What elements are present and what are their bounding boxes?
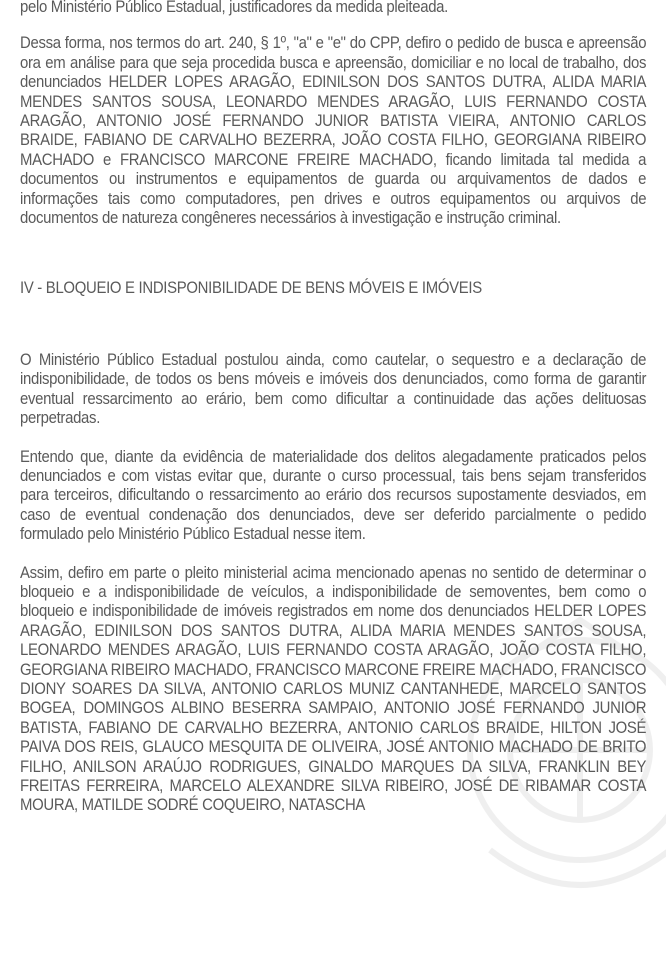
section-heading	[20, 278, 646, 297]
paragraph-text: O Ministério Público Estadual postulou ainda, como cautelar, o sequestro e a declaração de indisponibilidade, de todos os bens móveis e imóveis dos denunciados, como forma de garantir eventual ressarcimento ao erário, bem como dificultar a continuidade das ações delituosas perpetradas.	[20, 349, 647, 428]
paragraph-intro-tail	[20, 0, 646, 16]
paragraph-search-seizure	[20, 33, 646, 227]
paragraph-decision	[20, 563, 646, 815]
section-heading-text: IV - BLOQUEIO E INDISPONIBILIDADE DE BENS MÓVEIS E IMÓVEIS	[20, 278, 482, 298]
paragraph-text: Entendo que, diante da evidência de materialidade dos delitos alegadamente praticados pelos denunciados e com vistas evitar que, durante o curso processual, tais bens sejam transferidos para terceiros, dificultando o ressarcimento ao erário dos recursos supostamente desviados, em caso de eventual condenação dos denunciados, deve ser deferido parcialmente o pedido formulado pelo Ministério Público Estadual nesse item.	[20, 446, 647, 544]
paragraph-text: pelo Ministério Público Estadual, justificadores da medida pleiteada.	[20, 0, 449, 16]
paragraph-text: Dessa forma, nos termos do art. 240, § 1º, "a" e "e" do CPP, defiro o pedido de busca e apreensão ora em análise para que seja procedida busca e apreensão, domiciliar e no local de trabalho, dos denunciados HELDER LOPES ARAGÃO, EDINILSON DOS SANTOS DUTRA, ALIDA MARIA MENDES SANTOS SOUSA, LEONARDO MENDES ARAGÃO, LUIS FERNANDO COSTA ARAGÃO, ANTONIO JOSÉ FERNANDO JUNIOR BATISTA VIEIRA, ANTONIO CARLOS BRAIDE, FABIANO DE CARVALHO BEZERRA, JOÃO COSTA FILHO, GEORGIANA RIBEIRO MACHADO e FRANCISCO MARCONE FREIRE MACHADO, ficando limitada tal medida a documentos ou instrumentos e equipamentos de guarda ou arquivamentos de dados e informações tais como computadores, pen drives e outros equipamentos ou arquivos de documentos de natureza congêneres necessários à investigação e instrução criminal.	[20, 33, 647, 228]
paragraph-text: Assim, defiro em parte o pleito ministerial acima mencionado apenas no sentido de determinar o bloqueio e a indisponibilidade de veículos, a indisponibilidade de semoventes, bem como o bloqueio e indisponibilidade de imóveis registrados em nome dos denunciados HELDER LOPES ARAGÃO, EDINILSON DOS SANTOS DUTRA, ALIDA MARIA MENDES SANTOS SOUSA, LEONARDO MENDES ARAGÃO, LUIS FERNANDO COSTA ARAGÃO, JOÃO COSTA FILHO, GEORGIANA RIBEIRO MACHADO, FRANCISCO MARCONE FREIRE MACHADO, FRANCISCO DIONY SOARES DA SILVA, ANTONIO CARLOS MUNIZ CANTANHEDE, MARCELO SANTOS BOGEA, DOMINGOS ALBINO BESERRA SAMPAIO, ANTONIO JOSÉ FERNANDO JUNIOR BATISTA, FABIANO DE CARVALHO BEZERRA, ANTONIO CARLOS BRAIDE, HILTON JOSÉ PAIVA DOS REIS, GLAUCO MESQUITA DE OLIVEIRA, JOSÉ ANTONIO MACHADO DE BRITO FILHO, ANILSON ARAÚJO RODRIGUES, GINALDO MARQUES DA SILVA, FRANKLIN BEY FREITAS FERREIRA, MARCELO ALEXANDRE SILVA RIBEIRO, JOSÉ DE RIBAMAR COSTA MOURA, MATILDE SODRÉ COQUEIRO, NATASCHA	[20, 562, 647, 815]
document-body	[20, 0, 646, 815]
paragraph-reasoning	[20, 447, 646, 544]
paragraph-ministry-request	[20, 350, 646, 428]
